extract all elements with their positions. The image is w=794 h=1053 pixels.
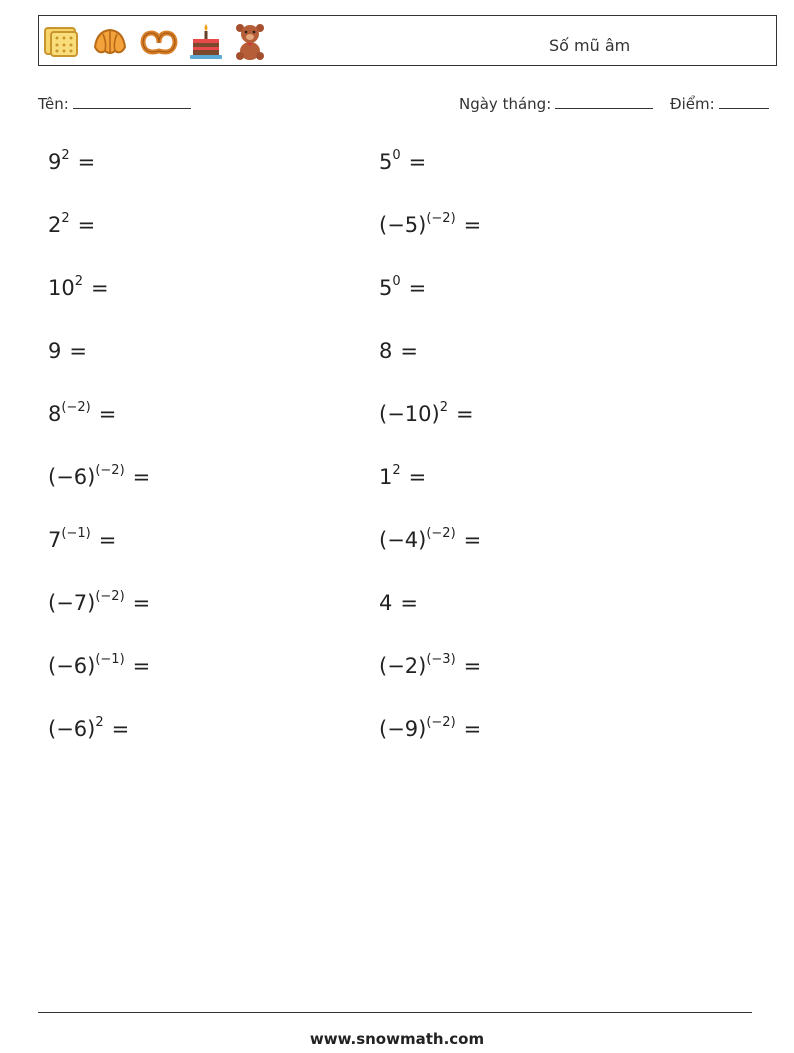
problem-base: (−6) [48, 717, 96, 741]
problem-exponent: 0 [392, 274, 401, 289]
problem-base: (−10) [379, 402, 440, 426]
problem-left-8 [48, 591, 150, 615]
problem-base: (−2) [379, 654, 427, 678]
problem-equals: = [91, 276, 109, 300]
problem-base: 10 [48, 276, 75, 300]
problem-right-8 [379, 591, 418, 615]
teddy-bear-icon [233, 22, 267, 62]
problem-base: 2 [48, 213, 62, 237]
problem-exponent: 0 [392, 148, 401, 163]
problem-exponent: 2 [95, 715, 104, 730]
problem-equals: = [455, 402, 474, 426]
problem-exponent: (−2) [426, 715, 456, 730]
score-label: Điểm: [670, 95, 715, 113]
problem-right-1 [379, 150, 426, 174]
problem-base: (−5) [379, 213, 427, 237]
problem-exponent: 2 [61, 211, 70, 226]
problem-base: (−9) [379, 717, 427, 741]
name-field[interactable] [38, 94, 191, 113]
problem-exponent: (−2) [426, 211, 456, 226]
footer-url[interactable]: www.snowmath.com [309, 1030, 485, 1048]
problem-equals: = [400, 591, 418, 615]
problem-left-4 [48, 339, 87, 363]
problem-equals: = [77, 213, 96, 237]
problem-base: (−6) [48, 654, 96, 678]
problem-equals: = [132, 465, 151, 489]
problem-exponent: (−2) [61, 400, 91, 415]
problem-equals: = [111, 717, 130, 741]
date-blank[interactable] [555, 94, 653, 109]
problem-exponent: (−1) [61, 526, 91, 541]
problem-exponent: (−1) [95, 652, 125, 667]
problem-base: 9 [48, 339, 62, 363]
date-field[interactable] [459, 94, 653, 113]
problem-left-5 [48, 402, 116, 426]
problem-left-6 [48, 465, 150, 489]
problem-left-2 [48, 213, 95, 237]
name-blank[interactable] [73, 94, 191, 109]
problem-exponent: (−3) [426, 652, 456, 667]
problem-left-3 [48, 276, 109, 300]
problem-right-6 [379, 465, 426, 489]
problem-base: (−7) [48, 591, 96, 615]
name-label: Tên: [38, 95, 69, 113]
problem-base: 8 [379, 339, 393, 363]
problem-exponent: 2 [61, 148, 70, 163]
problem-equals: = [400, 339, 418, 363]
problem-exponent: (−2) [95, 589, 125, 604]
score-blank[interactable] [719, 94, 769, 109]
problem-base: 5 [379, 150, 393, 174]
problem-right-10 [379, 717, 481, 741]
problem-equals: = [132, 654, 151, 678]
problem-equals: = [98, 528, 117, 552]
problem-equals: = [463, 717, 482, 741]
problem-base: 7 [48, 528, 62, 552]
cake-icon [189, 22, 223, 62]
problem-equals: = [408, 150, 427, 174]
date-label: Ngày tháng: [459, 95, 552, 113]
problem-equals: = [408, 276, 427, 300]
pretzel-icon [139, 25, 179, 59]
problem-base: 5 [379, 276, 393, 300]
problem-base: 1 [379, 465, 393, 489]
problem-right-2 [379, 213, 481, 237]
problem-base: 8 [48, 402, 62, 426]
problem-left-1 [48, 150, 95, 174]
problem-right-3 [379, 276, 426, 300]
score-field[interactable] [670, 94, 769, 113]
problem-right-7 [379, 528, 481, 552]
problem-base: 9 [48, 150, 62, 174]
problem-right-4 [379, 339, 418, 363]
problem-right-5 [379, 402, 474, 426]
problem-base: (−6) [48, 465, 96, 489]
problem-equals: = [408, 465, 427, 489]
cracker-icon [43, 25, 81, 59]
worksheet-title: Số mũ âm [549, 36, 631, 55]
problem-exponent: (−2) [426, 526, 456, 541]
problem-exponent: 2 [439, 400, 448, 415]
problem-base: (−4) [379, 528, 427, 552]
problem-equals: = [463, 528, 482, 552]
problem-left-7 [48, 528, 116, 552]
problem-equals: = [77, 150, 96, 174]
problem-left-9 [48, 654, 150, 678]
problem-exponent: (−2) [95, 463, 125, 478]
problem-right-9 [379, 654, 481, 678]
problem-equals: = [132, 591, 151, 615]
worksheet-header [38, 15, 777, 66]
header-icons [43, 22, 267, 62]
problem-equals: = [69, 339, 87, 363]
problem-left-10 [48, 717, 129, 741]
footer-divider [38, 1012, 752, 1013]
problem-equals: = [98, 402, 117, 426]
problem-equals: = [463, 213, 482, 237]
problem-equals: = [463, 654, 482, 678]
problem-exponent: 2 [74, 274, 84, 289]
problem-exponent: 2 [392, 463, 401, 478]
problem-base: 4 [379, 591, 393, 615]
croissant-icon [91, 25, 129, 59]
